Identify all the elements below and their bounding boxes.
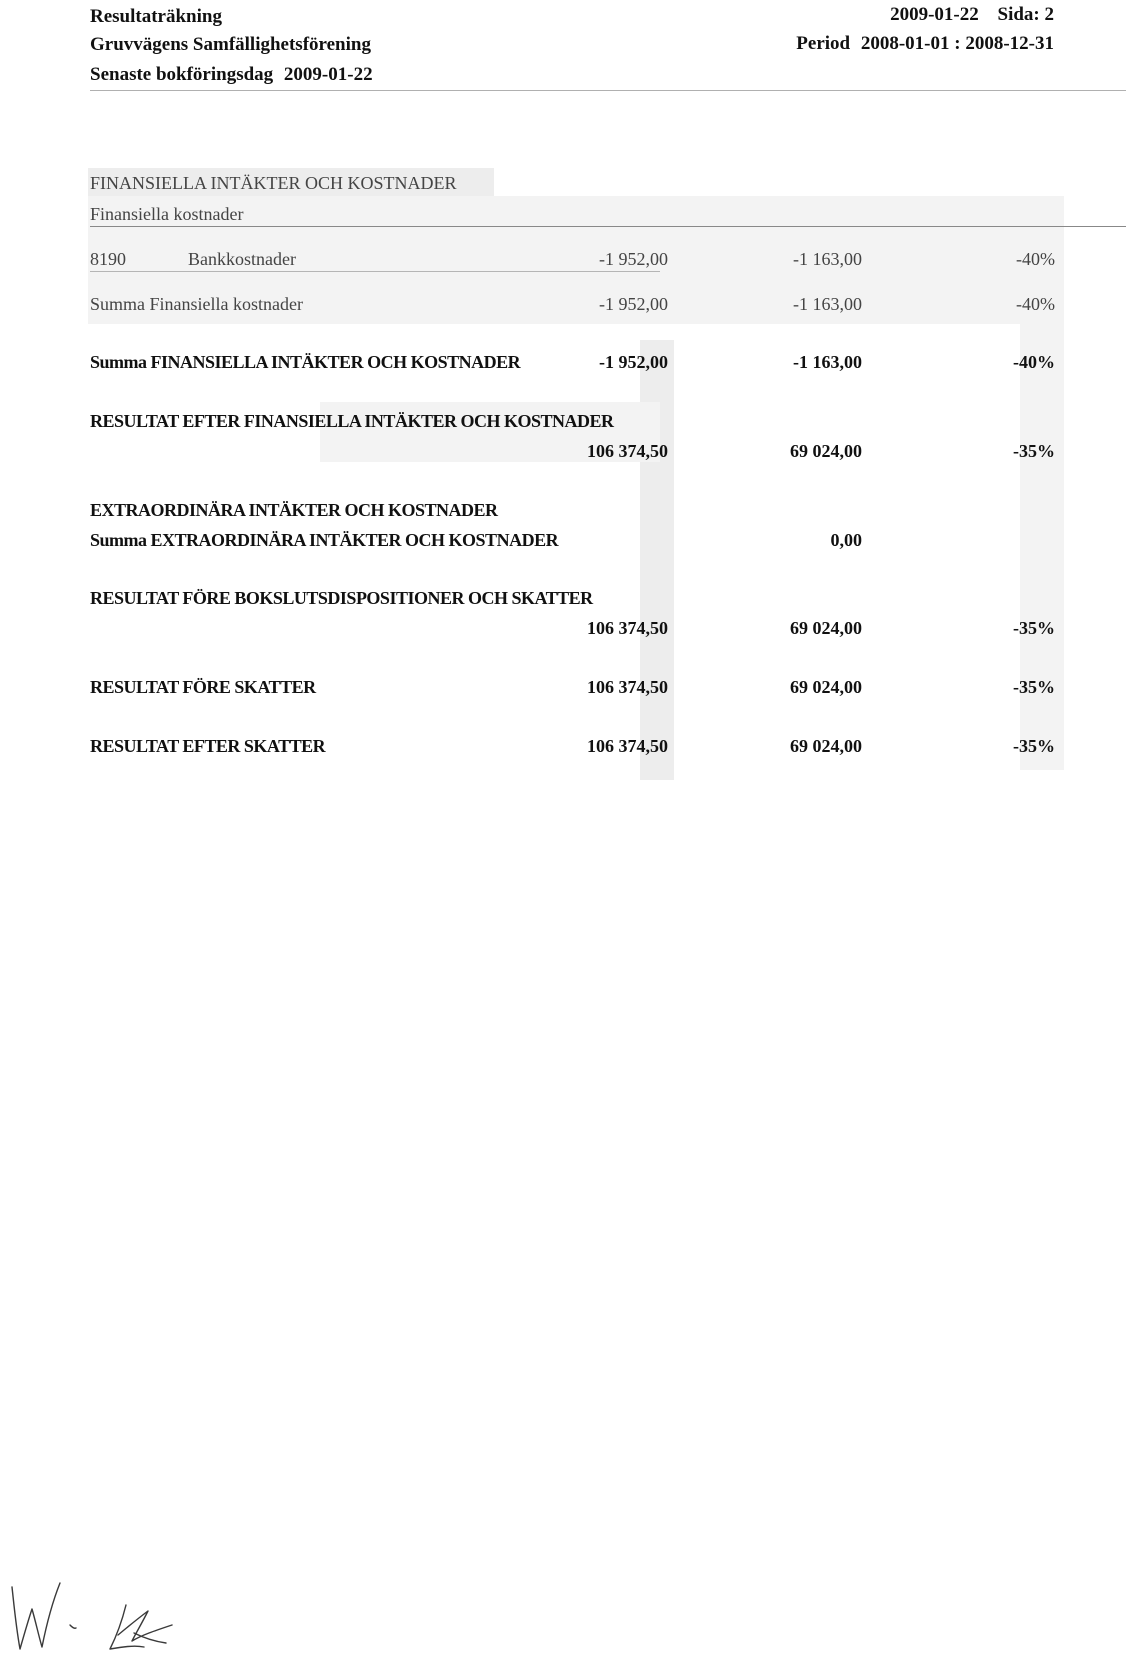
extraordinary-title: EXTRAORDINÄRA INTÄKTER OCH KOSTNADER bbox=[90, 500, 498, 520]
group-sum-change: -40% bbox=[1016, 294, 1055, 314]
print-date-page bbox=[890, 4, 1054, 26]
group-sum-current: -1 952,00 bbox=[599, 294, 668, 314]
result-before-tax-change: -35% bbox=[1013, 677, 1055, 697]
organization-name: Gruvvägens Samfällighetsförening bbox=[90, 34, 371, 55]
result-before-tax-previous: 69 024,00 bbox=[790, 677, 862, 697]
result-after-tax-label: RESULTAT EFTER SKATTER bbox=[90, 736, 326, 756]
result-after-tax-previous: 69 024,00 bbox=[790, 736, 862, 756]
group-sum-label: Summa Finansiella kostnader bbox=[90, 294, 303, 314]
result-before-tax-current: 106 374,50 bbox=[587, 677, 668, 697]
account-divider bbox=[90, 271, 660, 272]
group-divider bbox=[90, 226, 1126, 227]
print-date: 2009-01-22 bbox=[890, 4, 979, 25]
result-before-appropriations-change: -35% bbox=[1013, 618, 1055, 638]
result-after-financial-previous: 69 024,00 bbox=[790, 441, 862, 461]
result-after-financial-current: 106 374,50 bbox=[587, 441, 668, 461]
account-change: -40% bbox=[1016, 249, 1055, 269]
result-before-tax-label: RESULTAT FÖRE SKATTER bbox=[90, 677, 316, 697]
account-name: Bankkostnader bbox=[188, 249, 296, 269]
result-after-financial-label: RESULTAT EFTER FINANSIELLA INTÄKTER OCH KOSTNADER bbox=[90, 411, 614, 431]
result-before-appropriations-label: RESULTAT FÖRE BOKSLUTSDISPOSITIONER OCH SKATTER bbox=[90, 588, 593, 608]
last-booking-date: 2009-01-22 bbox=[283, 64, 373, 85]
period-line bbox=[796, 33, 1054, 55]
result-after-tax-current: 106 374,50 bbox=[587, 736, 668, 756]
result-after-tax-change: -35% bbox=[1013, 736, 1055, 756]
report-title: Resultaträkning bbox=[90, 6, 222, 27]
group-sum-previous: -1 163,00 bbox=[793, 294, 862, 314]
section-sum-previous: -1 163,00 bbox=[793, 352, 862, 372]
result-before-appropriations-previous: 69 024,00 bbox=[790, 618, 862, 638]
extraordinary-sum-label: Summa EXTRAORDINÄRA INTÄKTER OCH KOSTNADER bbox=[90, 530, 559, 550]
result-before-appropriations-current: 106 374,50 bbox=[587, 618, 668, 638]
financial-group-title: Finansiella kostnader bbox=[90, 204, 244, 224]
section-sum-label: Summa FINANSIELLA INTÄKTER OCH KOSTNADER bbox=[90, 352, 521, 372]
account-number: 8190 bbox=[90, 249, 126, 269]
header-divider bbox=[90, 90, 1126, 91]
period-range: 2008-01-01 : 2008-12-31 bbox=[860, 33, 1054, 54]
section-sum-current: -1 952,00 bbox=[599, 352, 668, 372]
period-label: Period bbox=[796, 33, 851, 54]
last-booking-line bbox=[90, 64, 373, 86]
last-booking-label: Senaste bokföringsdag bbox=[90, 64, 274, 85]
page-number: Sida: 2 bbox=[997, 4, 1054, 25]
financial-section-title: FINANSIELLA INTÄKTER OCH KOSTNADER bbox=[90, 173, 457, 193]
account-previous: -1 163,00 bbox=[793, 249, 862, 269]
section-sum-change: -40% bbox=[1013, 352, 1055, 372]
extraordinary-sum-previous: 0,00 bbox=[830, 530, 862, 550]
account-current: -1 952,00 bbox=[599, 249, 668, 269]
handwritten-signature bbox=[6, 1575, 186, 1655]
result-after-financial-change: -35% bbox=[1013, 441, 1055, 461]
